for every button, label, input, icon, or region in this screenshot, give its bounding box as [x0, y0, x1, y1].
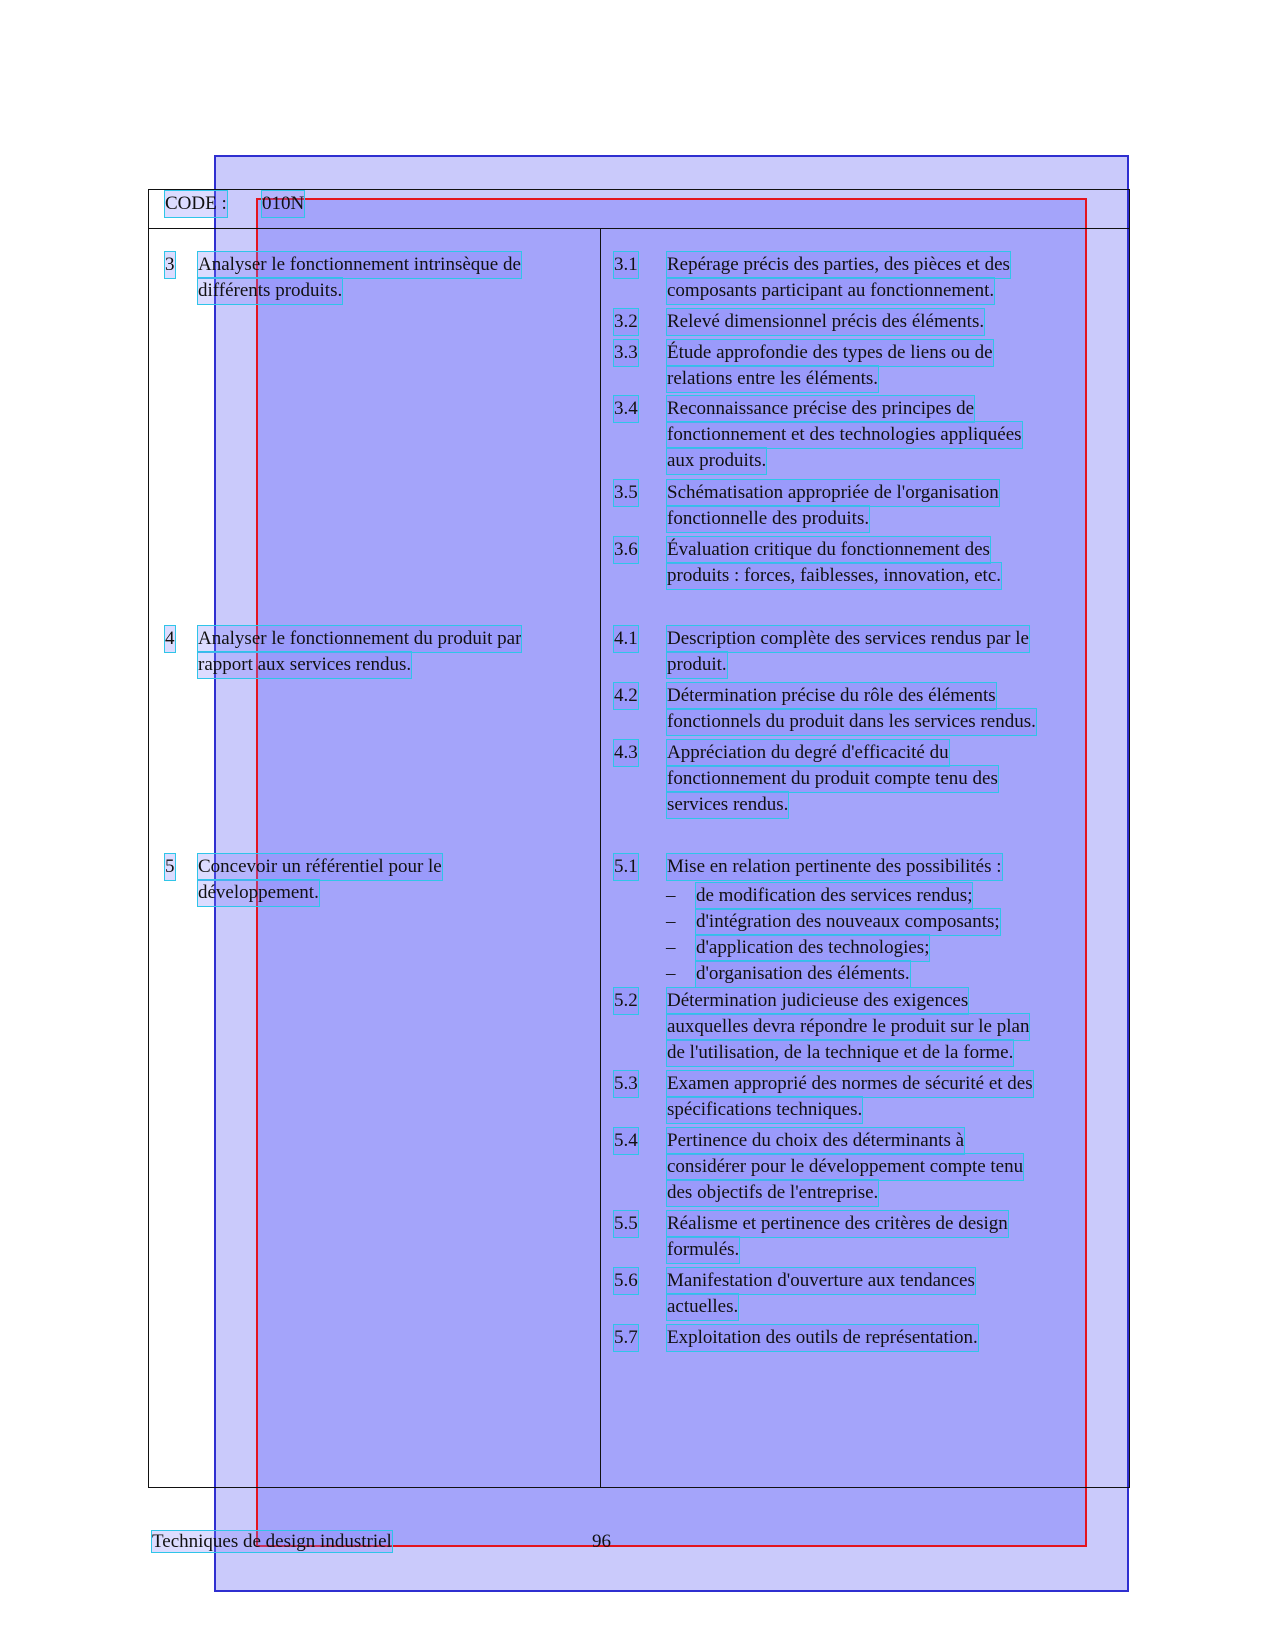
competency-table [148, 189, 1130, 1488]
criterion-number: 4.3 [614, 740, 638, 766]
criterion-line: Évaluation critique du fonctionnement des [667, 537, 990, 563]
criterion-number: 3.1 [614, 252, 638, 278]
objective-line: différents produits. [198, 278, 342, 304]
criterion-line: Repérage précis des parties, des pièces et des [667, 252, 1010, 278]
dash-bullet: – [666, 937, 676, 958]
criterion-line: Mise en relation pertinente des possibilités : [667, 854, 1002, 880]
criterion-line: Exploitation des outils de représentation. [667, 1325, 978, 1351]
criterion-number: 5.6 [614, 1268, 638, 1294]
criterion-number: 5.7 [614, 1325, 638, 1351]
criterion-line: Manifestation d'ouverture aux tendances [667, 1268, 975, 1294]
criterion-line: considérer pour le développement compte tenu [667, 1154, 1023, 1180]
criterion-line: relations entre les éléments. [667, 366, 878, 392]
criterion-number: 3.3 [614, 340, 638, 366]
criterion-number: 4.2 [614, 683, 638, 709]
criterion-line: fonctionnement du produit compte tenu des [667, 766, 998, 792]
dash-bullet: – [666, 885, 676, 906]
dash-bullet: – [666, 911, 676, 932]
sub-item: d'application des technologies; [696, 935, 929, 961]
page-footer [152, 1529, 611, 1555]
criterion-line: Étude approfondie des types de liens ou de [667, 340, 993, 366]
criterion-line: de l'utilisation, de la technique et de la forme. [667, 1040, 1013, 1066]
sub-item: de modification des services rendus; [696, 883, 972, 909]
objective-line: Concevoir un référentiel pour le [198, 854, 442, 880]
criterion-number: 3.2 [614, 309, 638, 335]
criterion-line: services rendus. [667, 792, 788, 818]
sub-item: d'organisation des éléments. [696, 961, 910, 987]
criterion-line: Relevé dimensionnel précis des éléments. [667, 309, 984, 335]
criterion-number: 4.1 [614, 626, 638, 652]
header-divider [149, 228, 1129, 229]
objective-number: 3 [165, 252, 175, 278]
criterion-line: actuelles. [667, 1294, 738, 1320]
criterion-number: 5.5 [614, 1211, 638, 1237]
criterion-number: 3.6 [614, 537, 638, 563]
code-label: CODE : [165, 191, 227, 217]
criterion-line: fonctionnement et des technologies appliquées [667, 422, 1022, 448]
criterion-line: fonctionnels du produit dans les services rendus. [667, 709, 1036, 735]
code-value: 010N [262, 191, 304, 217]
footer-program-name: Techniques de design industriel [152, 1531, 392, 1552]
criterion-line: Détermination précise du rôle des éléments [667, 683, 996, 709]
objective-line: Analyser le fonctionnement du produit par [198, 626, 521, 652]
criterion-line: Examen approprié des normes de sécurité et des [667, 1071, 1033, 1097]
objective-number: 5 [165, 854, 175, 880]
criterion-line: des objectifs de l'entreprise. [667, 1180, 878, 1206]
objective-line: rapport aux services rendus. [198, 652, 411, 678]
criterion-number: 5.3 [614, 1071, 638, 1097]
criterion-line: aux produits. [667, 448, 766, 474]
criterion-line: Description complète des services rendus par le [667, 626, 1029, 652]
criterion-line: Détermination judicieuse des exigences [667, 988, 968, 1014]
criterion-line: produit. [667, 652, 727, 678]
criterion-line: Appréciation du degré d'efficacité du [667, 740, 949, 766]
criterion-line: Réalisme et pertinence des critères de design [667, 1211, 1008, 1237]
objective-line: Analyser le fonctionnement intrinsèque de [198, 252, 521, 278]
criterion-line: Pertinence du choix des déterminants à [667, 1128, 964, 1154]
objective-number: 4 [165, 626, 175, 652]
criterion-line: formulés. [667, 1237, 739, 1263]
criterion-line: composants participant au fonctionnement. [667, 278, 994, 304]
criterion-number: 3.4 [614, 396, 638, 422]
criterion-number: 5.2 [614, 988, 638, 1014]
criterion-line: fonctionnelle des produits. [667, 506, 869, 532]
criterion-number: 5.4 [614, 1128, 638, 1154]
objective-line: développement. [198, 880, 319, 906]
dash-bullet: – [666, 963, 676, 984]
criterion-line: Reconnaissance précise des principes de [667, 396, 974, 422]
criterion-line: spécifications techniques. [667, 1097, 862, 1123]
column-divider [600, 228, 601, 1487]
sub-item: d'intégration des nouveaux composants; [696, 909, 1000, 935]
criterion-number: 3.5 [614, 480, 638, 506]
criterion-line: Schématisation appropriée de l'organisation [667, 480, 999, 506]
criterion-line: produits : forces, faiblesses, innovation, etc. [667, 563, 1001, 589]
page-number: 96 [592, 1531, 611, 1552]
criterion-line: auxquelles devra répondre le produit sur le plan [667, 1014, 1029, 1040]
criterion-number: 5.1 [614, 854, 638, 880]
